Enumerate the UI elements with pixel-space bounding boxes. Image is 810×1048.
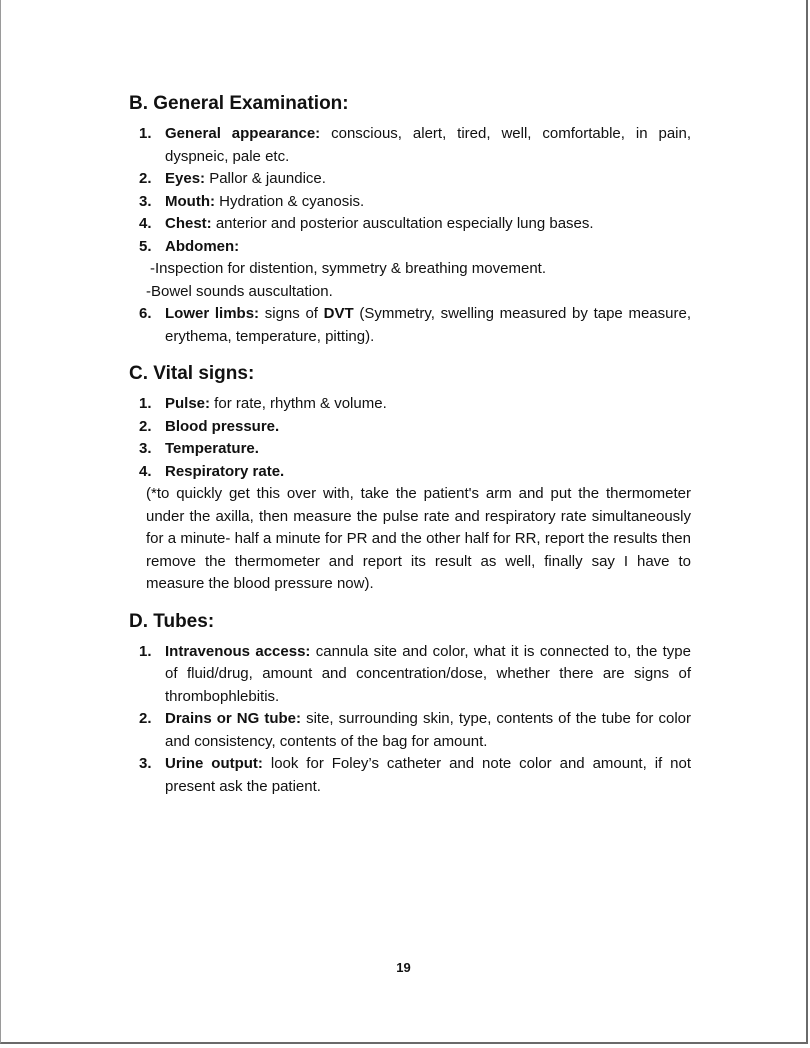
list-item: 1. General appearance: conscious, alert, tired, well, comfortable, in pain, dyspneic, pale etc.: [139, 125, 691, 165]
list-item: 4. Respiratory rate.: [139, 462, 285, 480]
item-text: cannula site and color, what it is connected to, the type of fluid/drug, amount and concentration/dose, whether there are signs of thrombophlebitis.: [165, 642, 691, 705]
item-text: Hydration & cyanosis.: [214, 192, 365, 210]
section-heading: B. General Examination:: [129, 93, 349, 114]
section-heading: C. Vital signs:: [129, 363, 255, 384]
list-item: 1. Intravenous access: cannula site and color, what it is connected to, the type of fluid/drug, amount and concentration/dose, whether there are signs of thrombophlebitis.: [139, 642, 691, 705]
section-tubes: [129, 610, 691, 799]
item-text: for rate, rhythm & volume.: [210, 395, 387, 412]
numbered-list: [129, 393, 691, 483]
vital-signs-note: (*to quickly get this over with, take the patient's arm and put the thermometer under the axilla, then measure the pulse rate and respiratory rate simultaneously for a minute- half a minute for PR and the other half for RR, report the results then remove the thermometer and report its result as well, finally say I have to measure the blood pressure now).: [146, 485, 691, 592]
list-item: 1. Pulse: for rate, rhythm & volume.: [139, 395, 387, 412]
item-text: conscious, alert, tired, well, comfortable, in pain, dyspneic, pale etc.: [165, 125, 691, 165]
item-label: Urine output:: [165, 755, 263, 772]
sub-line: -Bowel sounds auscultation.: [146, 282, 333, 300]
numbered-list: [129, 123, 691, 258]
item-label: Eyes:: [165, 170, 206, 187]
item-label: Blood pressure.: [165, 417, 280, 435]
item-text: look for Foley’s catheter and note color and amount, if not present ask the patient.: [165, 755, 691, 795]
item-label: Pulse:: [165, 395, 211, 412]
item-label-dvt: DVT: [323, 305, 354, 322]
list-item: 2. Eyes: Pallor & jaundice.: [139, 170, 326, 187]
list-item: 6. Lower limbs: signs of DVT (Symmetry, swelling measured by tape measure, erythema, temperature, pitting).: [139, 305, 691, 345]
item-label: Temperature.: [165, 440, 259, 457]
section-vital-signs: [129, 362, 691, 596]
numbered-list: [129, 641, 691, 799]
section-heading: D. Tubes:: [129, 610, 215, 632]
item-label: Lower limbs:: [165, 305, 260, 322]
list-item: 5. Abdomen:: [139, 237, 240, 255]
item-text: anterior and posterior auscultation especially lung bases.: [211, 215, 594, 232]
item-text: Pallor & jaundice.: [205, 170, 326, 187]
item-label: Mouth:: [165, 192, 215, 210]
item-text: signs of: [259, 305, 324, 322]
item-label: General appearance:: [165, 125, 321, 142]
item-text: site, surrounding skin, type, contents of the tube for color and consistency, contents of the bag for amount.: [165, 710, 691, 750]
list-item: 2. Drains or NG tube: site, surrounding skin, type, contents of the tube for color and consistency, contents of the bag for amount.: [139, 710, 691, 750]
list-item: 2. Blood pressure.: [139, 417, 280, 435]
page-number: 19: [396, 960, 411, 975]
item-label: Drains or NG tube:: [165, 710, 302, 727]
list-item: 3. Temperature.: [139, 440, 259, 457]
item-label: Respiratory rate.: [165, 462, 285, 480]
list-item: 4. Chest: anterior and posterior auscultation especially lung bases.: [139, 215, 594, 232]
item-label: Abdomen:: [165, 237, 240, 255]
list-item: 3. Mouth: Hydration & cyanosis.: [139, 192, 365, 210]
section-general-examination: [129, 92, 691, 348]
item-label: Intravenous access:: [165, 642, 311, 660]
numbered-list: [129, 303, 691, 348]
item-label: Chest:: [165, 215, 212, 232]
page-content: [129, 92, 691, 812]
list-item: 3. Urine output: look for Foley’s catheter and note color and amount, if not present ask the patient.: [139, 755, 691, 795]
sub-line: -Inspection for distention, symmetry & breathing movement.: [150, 260, 547, 277]
item-text: (Symmetry, swelling measured by tape measure, erythema, temperature, pitting).: [165, 305, 691, 345]
